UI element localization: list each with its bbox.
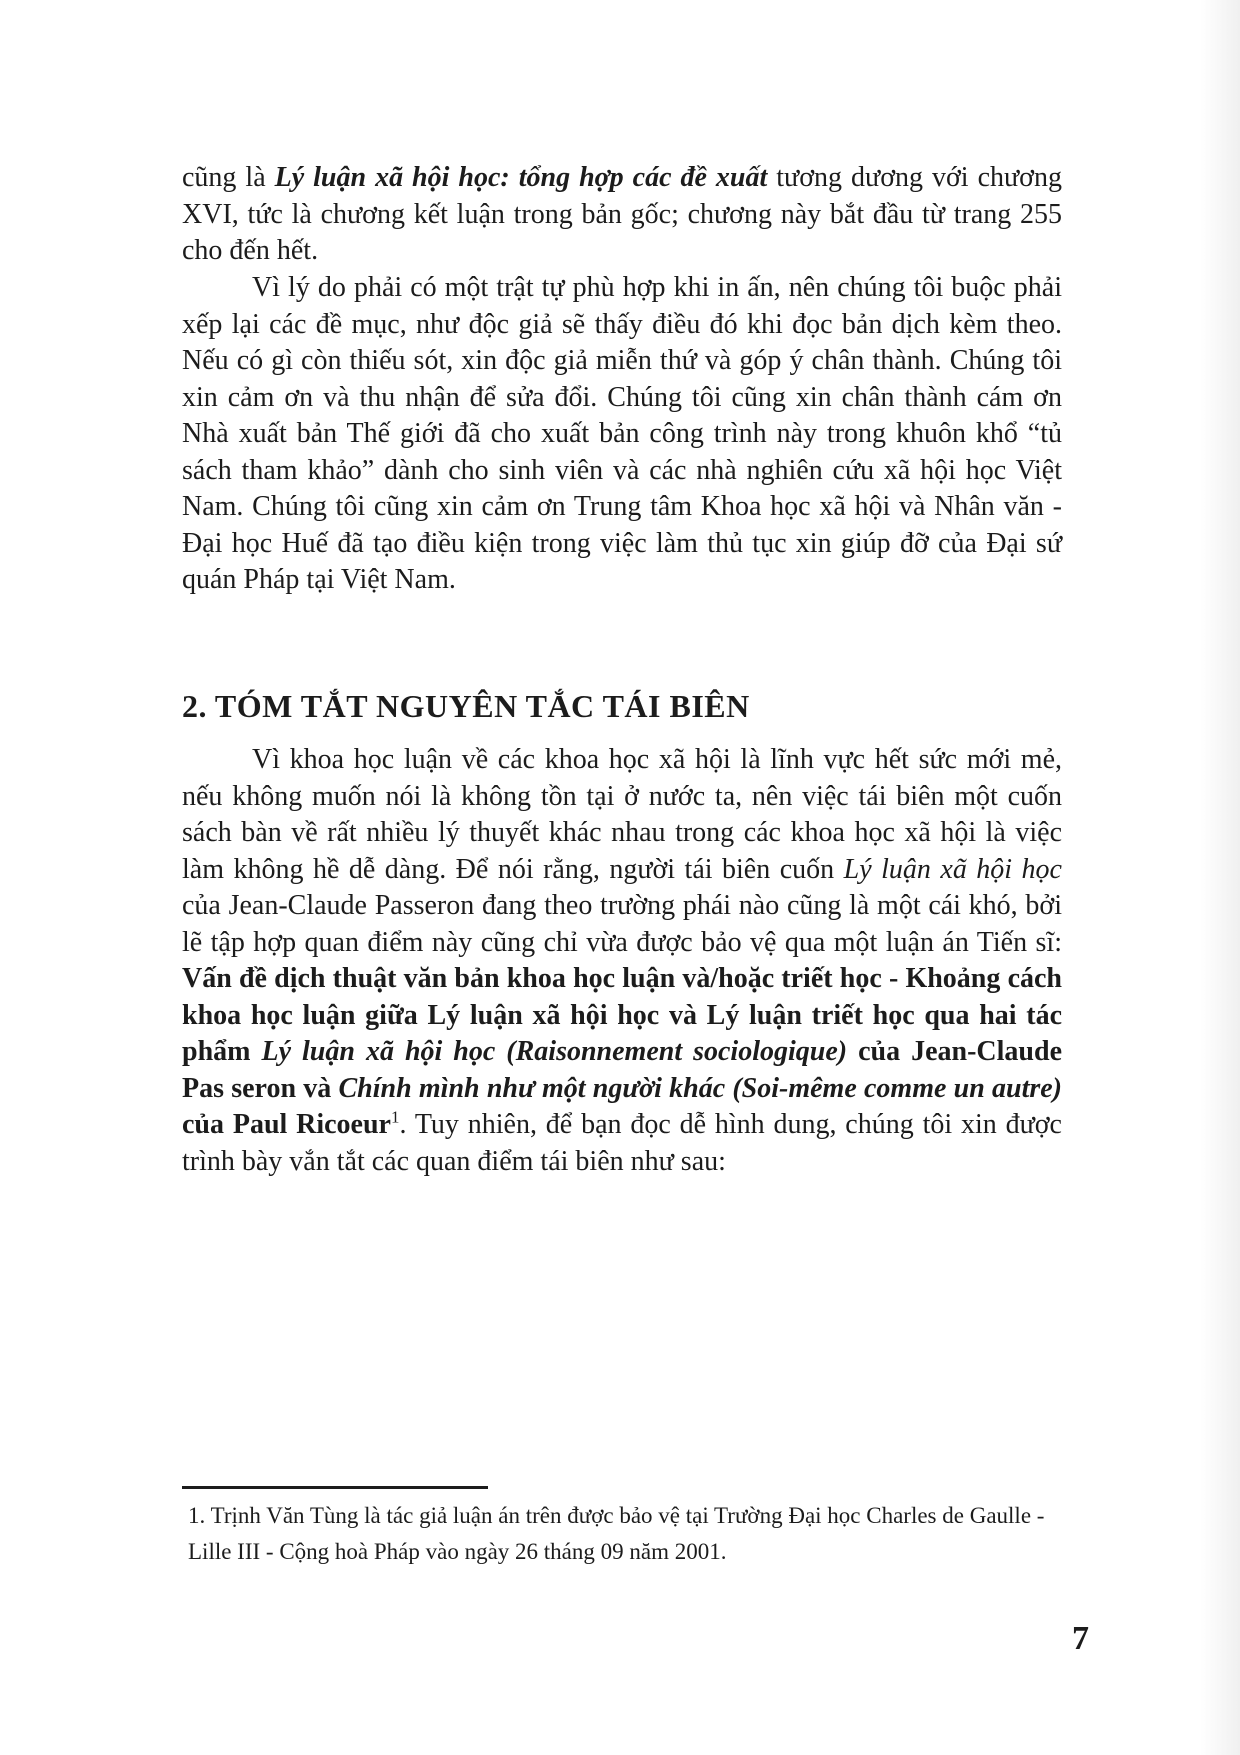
printing-paragraph-block [182,270,1062,599]
chapter-title-emphasis: Lý luận xã hội học: tổng hợp các đề xuất [274,162,768,193]
section-heading-block [182,688,1062,725]
principles-paragraph [182,742,1062,1180]
continuation-paragraph [182,160,1062,270]
principles-text-middle: của Jean-Claude Passeron đang theo trường phái nào cũng là một cái khó, bởi lẽ tập hợp quan điểm này cũng chỉ vừa được bảo vệ qua một luận án Tiến sĩ: [182,890,1062,958]
continuation-text-end: tương dương với chương XVI, tức là chương kết luận trong bản gốc; chương này bắt đầu từ trang 255 cho đến hết. [182,162,1062,266]
work-title-ricoeur: Chính mình như một người khác (Soi-même comme un autre) [338,1072,1062,1104]
thesis-title: Vấn đề dịch thuật văn bản khoa học luận và/hoặc triết học - Khoảng cách khoa học luận giữa Lý luận xã hội học và Lý luận triết học qua hai tác phẩm [182,963,1062,1067]
footnote-marker: 1 [390,1107,400,1127]
page-number: 7 [1072,1620,1089,1657]
page-edge-shadow [1200,0,1240,1755]
printing-order-paragraph: Vì lý do phải có một trật tự phù hợp khi in ấn, nên chúng tôi buộc phải xếp lại các đề mục, như độc giả sẽ thấy điều đó khi đọc bản dịch kèm theo. Nếu có gì còn thiếu sót, xin độc giả miễn thứ và góp ý chân thành. Chúng tôi xin cảm ơn và thu nhận để sửa đổi. Chúng tôi cũng xin chân thành cám ơn Nhà xuất bản Thế giới đã cho xuất bản công trình này trong khuôn khổ “tủ sách tham khảo” dành cho sinh viên và các nhà nghiên cứu xã hội học Việt Nam. Chúng tôi cũng xin cảm ơn Trung tâm Khoa học xã hội và Nhân văn - Đại học Huế đã tạo điều kiện trong việc làm thủ tục xin giúp đỡ của Đại sứ quán Pháp tại Việt Nam. [182,272,1062,595]
principles-paragraph-block [182,742,1062,1180]
continuation-text-start: cũng là [182,162,275,193]
author-passeron: của Jean-Claude Pas seron và [182,1036,1063,1104]
principles-text-start: Vì khoa học luận về các khoa học xã hội là lĩnh vực hết sức mới mẻ, nếu không muốn nói là không tồn tại ở nước ta, nên việc tái biên một cuốn sách bàn về rất nhiều lý thuyết khác nhau trong các khoa học xã hội là việc làm không hề dễ dàng. Để nói rằng, người tái biên cuốn [182,744,1062,885]
footnote-text: 1. Trịnh Văn Tùng là tác giả luận án trên được bảo vệ tại Trường Đại học Charles de Gaulle - Lille III - Cộng hoà Pháp vào ngày 26 tháng 09 năm 2001. [188,1503,1045,1564]
book-title-italic: Lý luận xã hội học [843,853,1062,885]
section-heading: 2. TÓM TẮT NGUYÊN TẮC TÁI BIÊN [182,688,750,724]
principles-text-end: . Tuy nhiên, để bạn đọc dễ hình dung, chúng tôi xin được trình bày vắn tắt các quan điểm tái biên như sau: [182,1109,1062,1177]
footnote-divider [182,1486,488,1489]
author-ricoeur: của Paul Ricoeur [182,1109,391,1140]
continuation-paragraph-block [182,160,1062,270]
work-title-passeron: Lý luận xã hội học (Raisonnement sociologique) [261,1036,848,1067]
